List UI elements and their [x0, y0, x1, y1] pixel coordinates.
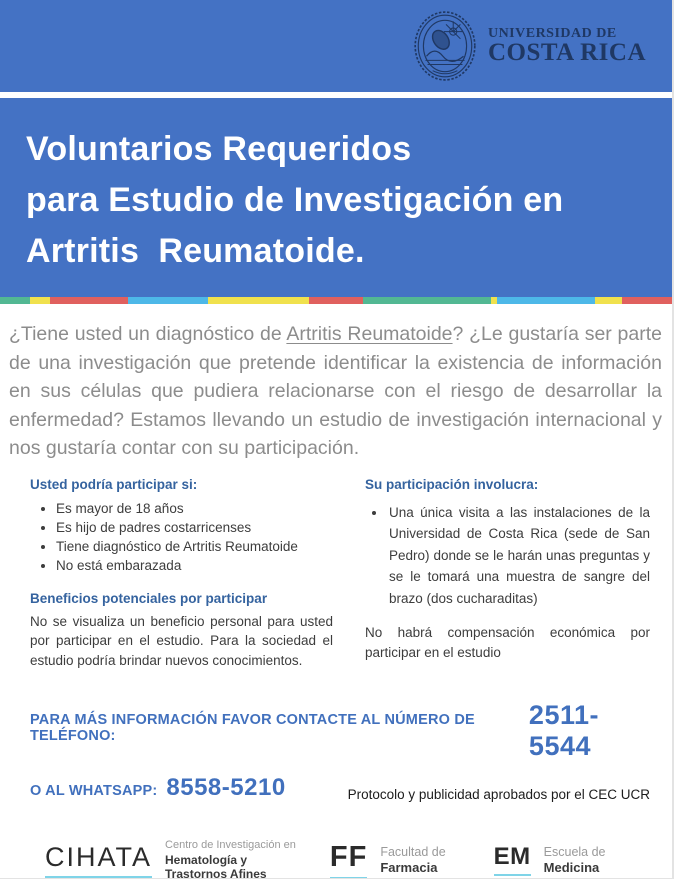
ucr-seal-icon: [412, 9, 478, 83]
stripe-segment: [309, 297, 363, 304]
list-item: • Es hijo de padres costarricenses: [56, 518, 333, 537]
intro-paragraph: [9, 320, 662, 463]
accent-stripe: [0, 297, 672, 304]
farmacia-description: [380, 844, 445, 876]
stripe-segment: [622, 297, 672, 304]
stripe-segment: [128, 297, 209, 304]
phone-row: [30, 700, 650, 762]
farmacia-line2: Farmacia: [380, 859, 438, 875]
list-item: • Es mayor de 18 años: [56, 499, 333, 518]
whatsapp-number: 8558-5210: [166, 774, 286, 801]
list-item: • Tiene diagnóstico de Artritis Reumatoide: [56, 537, 333, 556]
intro-text-after: ? ¿Le gustaría ser parte de una investigación que pretende identificar la existencia de información en sus células que pudiera relacionarse con el riesgo de desarrollar la enfermedad? Estamos llevando un estudio de investigación internacional y nos gustaría contar con su participación.: [9, 323, 662, 459]
farmacia-logo: [330, 841, 446, 879]
university-name-line1: UNIVERSIDAD DE: [487, 25, 617, 41]
contact-section: [30, 700, 650, 802]
stripe-segment: [595, 297, 622, 304]
cihata-line2: Hematología y: [165, 852, 248, 867]
phone-label: PARA MÁS INFORMACIÓN FAVOR CONTACTE AL NÚMERO DE TELÉFONO:: [30, 712, 475, 744]
medicina-description: [544, 844, 606, 876]
list-item: • Una única visita a las instalaciones de la Universidad de Costa Rica (sede de San Pedro) donde se le harán unas preguntas y se le tomará una muestra de sangre del brazo (dos cucharaditas): [387, 502, 650, 610]
cihata-line3: Trastornos Afines: [165, 867, 267, 879]
involves-list: [365, 502, 650, 610]
cihata-acronym: CIHATA: [45, 842, 152, 878]
title-line-2: para Estudio de Investigación en: [26, 181, 564, 219]
stripe-segment: [363, 297, 491, 304]
details-columns: [30, 477, 650, 671]
whatsapp-label: O AL WHATSAPP:: [30, 783, 158, 799]
title-block: [0, 98, 672, 304]
criteria-list: [30, 499, 333, 575]
stripe-segment: [50, 297, 127, 304]
whatsapp-row: [30, 774, 650, 802]
cihata-logo: [45, 838, 296, 879]
ucr-logo: [412, 9, 646, 83]
medicina-acronym: EM: [494, 843, 531, 876]
university-wordmark: [488, 26, 646, 67]
page-title: [26, 124, 652, 277]
farmacia-line1: Facultad de: [380, 844, 446, 859]
farmacia-acronym: FF: [330, 841, 367, 879]
involves-heading: Su participación involucra:: [365, 476, 539, 492]
intro-text-before: ¿Tiene usted un diagnóstico de: [9, 323, 287, 345]
medicina-line2: Medicina: [543, 859, 600, 875]
participation-column: [365, 477, 650, 671]
benefits-text: No se visualiza un beneficio personal para usted por participar en el estudio. Para la sociedad el estudio podría brindar nuevos conocimientos.: [30, 613, 333, 668]
cihata-description: [165, 838, 296, 879]
footer-logos: [45, 838, 672, 879]
stripe-segment: [0, 297, 30, 304]
phone-number: 2511-5544: [528, 700, 599, 761]
list-item: • No está embarazada: [56, 556, 333, 575]
medicina-line1: Escuela de: [543, 844, 606, 859]
stripe-segment: [491, 297, 498, 304]
intro-underlined-term: Artritis Reumatoide: [286, 323, 453, 345]
title-line-3: Artritis Reumatoide.: [26, 232, 365, 270]
approval-note: Protocolo y publicidad aprobados por el CEC UCR: [347, 786, 650, 802]
cihata-line1: Centro de Investigación en: [165, 839, 296, 851]
medicina-logo: [494, 843, 606, 876]
compensation-text: No habrá compensación económica por participar en el estudio: [365, 625, 650, 660]
stripe-segment: [497, 297, 594, 304]
eligibility-column: [30, 477, 333, 671]
stripe-segment: [30, 297, 50, 304]
university-name-line2: COSTA RICA: [487, 38, 646, 66]
title-line-1: Voluntarios Requeridos: [26, 130, 412, 168]
benefits-heading: Beneficios potenciales por participar: [30, 590, 268, 606]
stripe-segment: [208, 297, 309, 304]
header-bar: [0, 0, 672, 92]
participate-heading: Usted podría participar si:: [30, 476, 198, 492]
